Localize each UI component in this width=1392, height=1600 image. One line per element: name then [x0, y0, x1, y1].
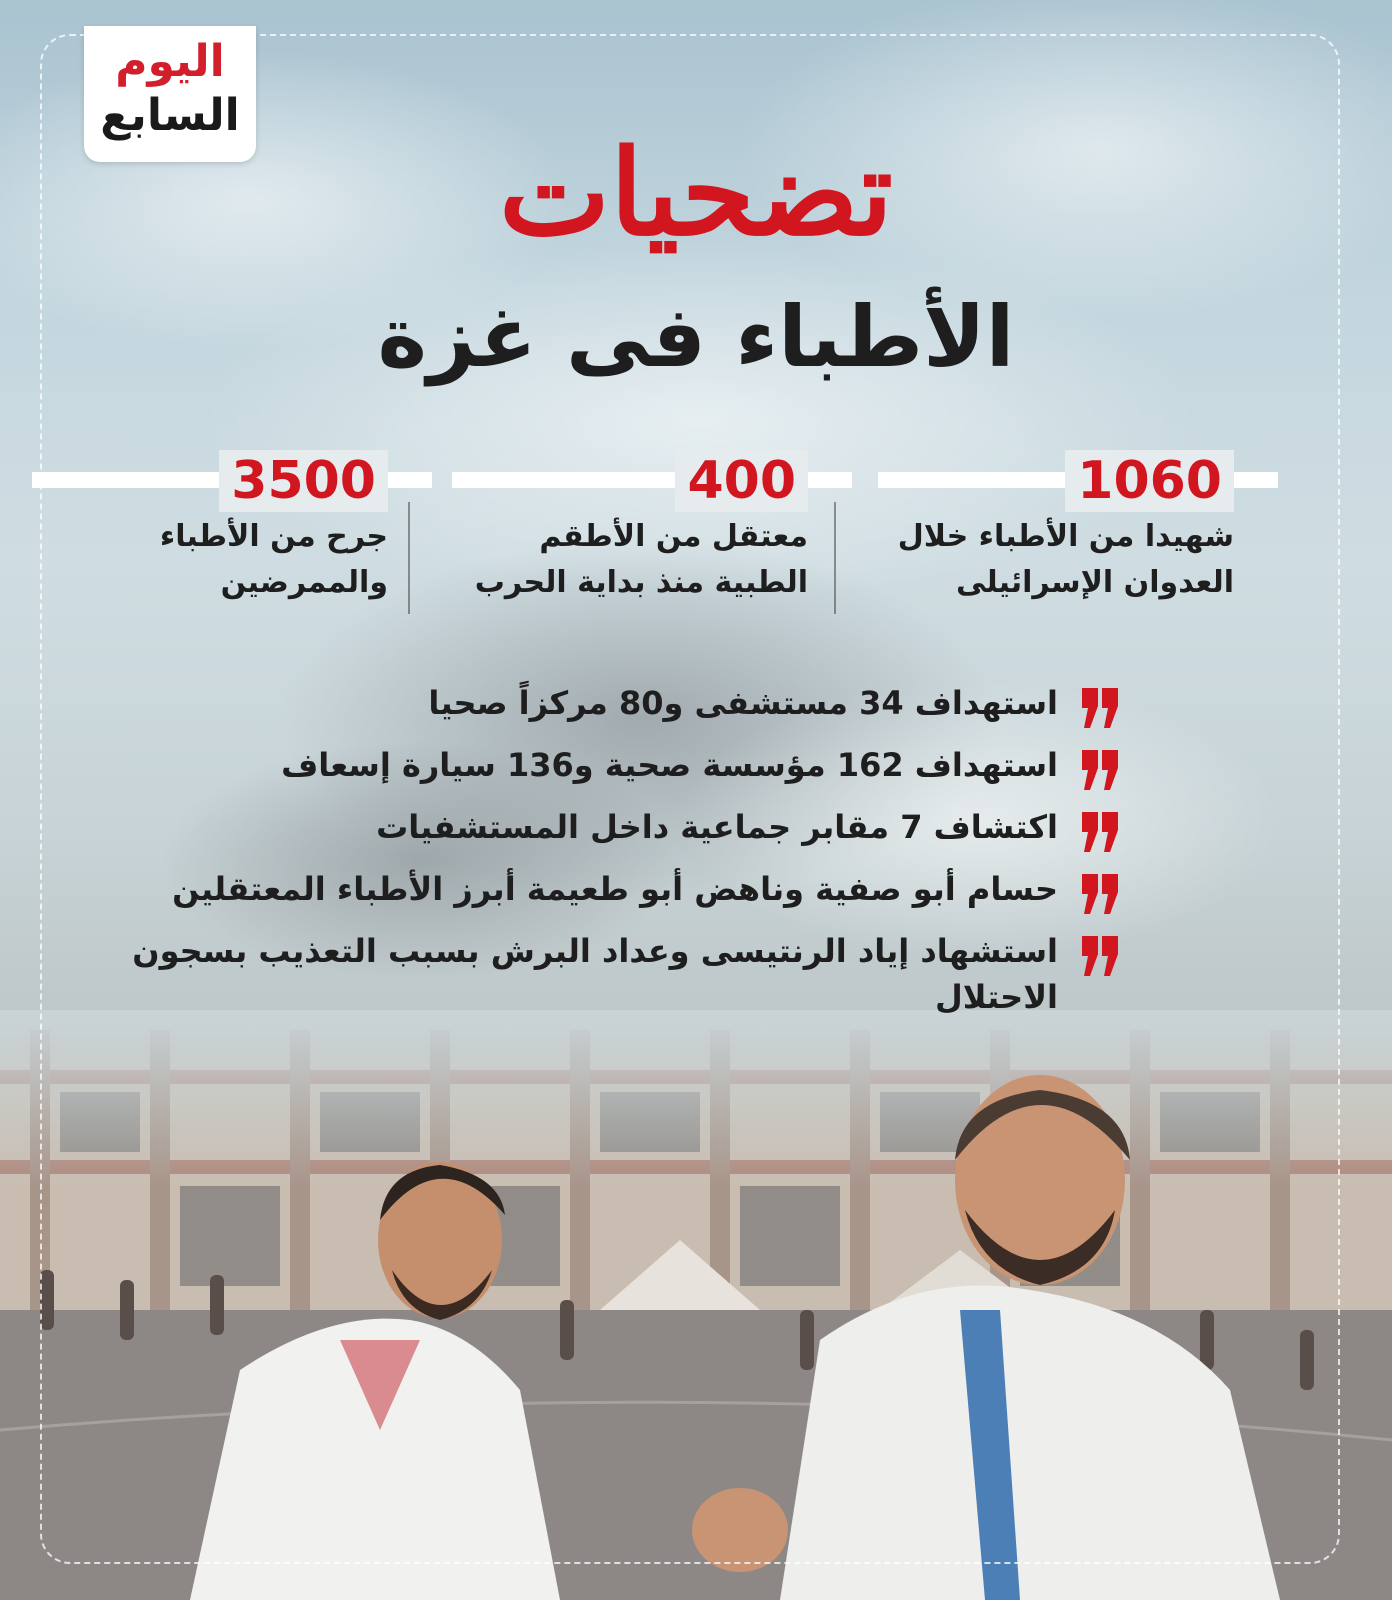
list-item: [120, 680, 1130, 726]
stat-number: 400: [675, 450, 808, 512]
list-item: [120, 804, 1130, 850]
stat-line: الطبية منذ بداية الحرب: [474, 565, 808, 600]
headline-title-dark: الأطباء فى غزة: [377, 288, 1015, 386]
fact-text: اكتشاف 7 مقابر جماعية داخل المستشفيات: [376, 808, 1058, 846]
stat-number: 3500: [219, 450, 388, 512]
fact-text: استهداف 162 مؤسسة صحية و136 سيارة إسعاف: [281, 746, 1058, 784]
youm7-logo: [84, 26, 256, 162]
stat-line: العدوان الإسرائيلى: [956, 565, 1234, 600]
quote-marks-icon: [1078, 936, 1122, 976]
list-item: [120, 866, 1130, 912]
stat-line: جرح من الأطباء: [159, 519, 388, 554]
stat-description: [882, 514, 1234, 606]
fact-text: استشهاد إياد الرنتيسى وعداد البرش بسبب التعذيب بسجون الاحتلال: [132, 932, 1058, 1016]
fact-text: استهداف 34 مستشفى و80 مركزاً صحيا: [428, 684, 1058, 722]
list-item: [120, 742, 1130, 788]
stat-detained: [452, 450, 852, 620]
stat-injured: [32, 450, 432, 620]
fact-text: حسام أبو صفية وناهض أبو طعيمة أبرز الأطباء المعتقلين: [172, 870, 1058, 908]
headline-title-red: تضحيات: [499, 123, 893, 262]
quote-marks-icon: [1078, 874, 1122, 914]
stat-martyrs: [878, 450, 1278, 620]
facts-list: [120, 680, 1130, 1036]
stat-line: معتقل من الأطقم: [539, 519, 808, 554]
stat-line: شهيدا من الأطباء خلال: [897, 519, 1234, 554]
logo-text-bottom: السابع: [100, 90, 240, 141]
logo-text-top: اليوم: [115, 36, 225, 87]
stat-description: [456, 514, 808, 606]
quote-marks-icon: [1078, 750, 1122, 790]
quote-marks-icon: [1078, 812, 1122, 852]
stat-number: 1060: [1065, 450, 1234, 512]
stat-description: [36, 514, 388, 606]
stat-line: والممرضين: [220, 565, 388, 600]
list-item: [120, 928, 1130, 1020]
quote-marks-icon: [1078, 688, 1122, 728]
